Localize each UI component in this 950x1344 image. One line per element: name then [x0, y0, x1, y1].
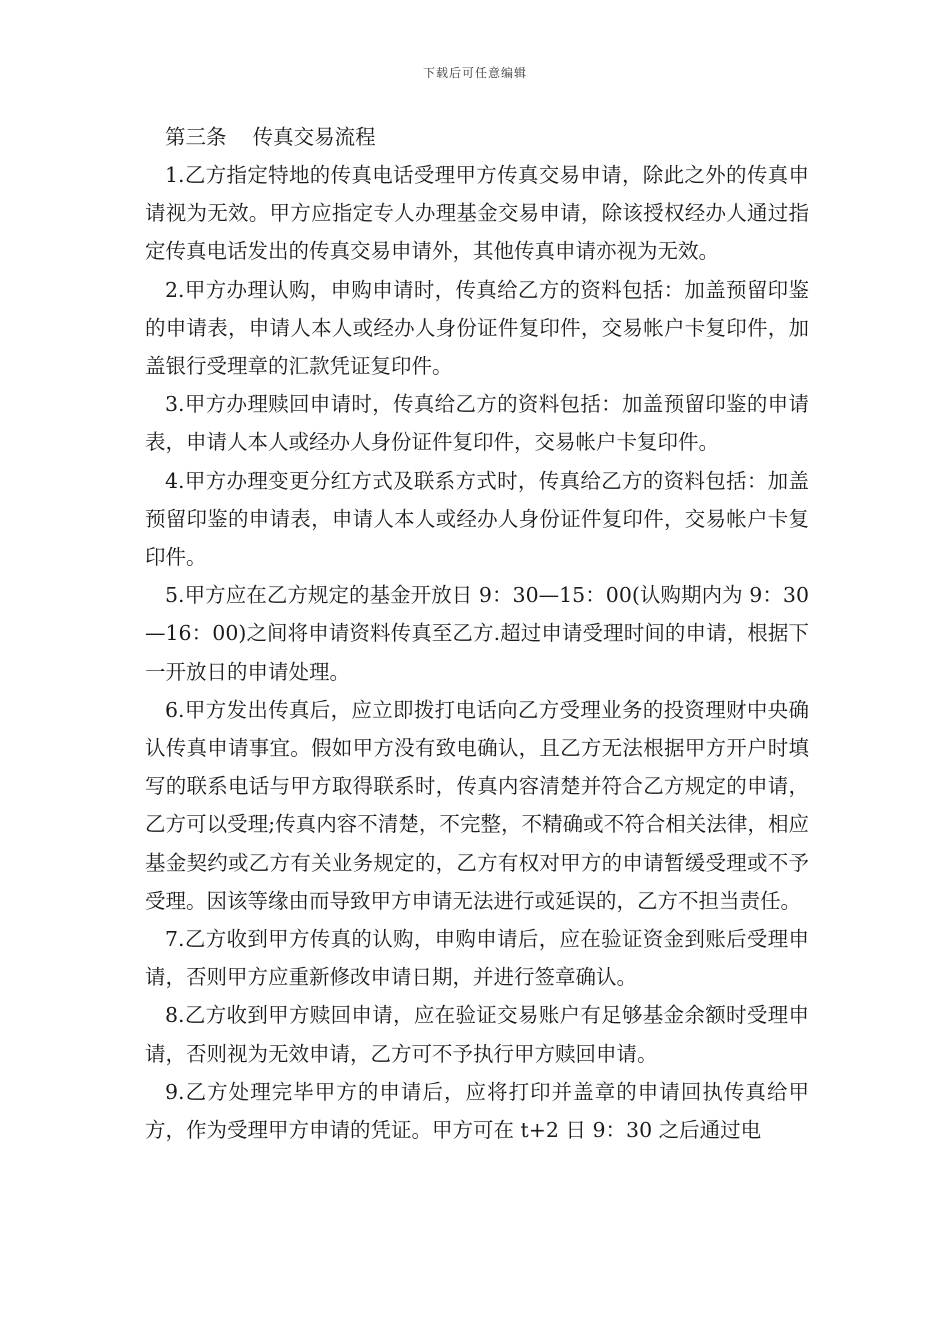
paragraph-1: 1.乙方指定特地的传真电话受理甲方传真交易申请，除此之外的传真申请视为无效。甲方应指定专人办理基金交易申请，除该授权经办人通过指定传真电话发出的传真交易申请外，其他传真申请亦视为无效。 — [145, 163, 809, 264]
paragraph-8: 8.乙方收到甲方赎回申请，应在验证交易账户有足够基金余额时受理申请，否则视为无效申请，乙方可不予执行甲方赎回申请。 — [145, 1003, 809, 1066]
paragraph-4: 4.甲方办理变更分红方式及联系方式时，传真给乙方的资料包括：加盖预留印鉴的申请表，申请人本人或经办人身份证件复印件，交易帐户卡复印件。 — [145, 468, 809, 570]
paragraph-6: 6.甲方发出传真后，应立即拨打电话向乙方受理业务的投资理财中央确认传真申请事宜。假如甲方没有致电确认，且乙方无法根据甲方开户时填写的联系电话与甲方取得联系时，传真内容清楚并符合乙方规定的申请，乙方可以受理;传真内容不清楚，不完整，不精确或不符合相关法律，相应基金契约或乙方有关业务规定的，乙方有权对甲方的申请暂缓受理或不予受理。因该等缘由而导致甲方申请无法进行或延误的，乙方不担当责任。 — [145, 697, 809, 913]
paragraph-9: 9.乙方处理完毕甲方的申请后，应将打印并盖章的申请回执传真给甲方，作为受理甲方申请的凭证。甲方可在 t+2 日 9：30 之后通过电 — [145, 1079, 809, 1143]
page-header: 下载后可任意编辑 — [422, 66, 527, 80]
paragraph-7: 7.乙方收到甲方传真的认购，申购申请后，应在验证资金到账后受理申请，否则甲方应重新修改申请日期，并进行签章确认。 — [145, 927, 809, 990]
paragraph-5: 5.甲方应在乙方规定的基金开放日 9：30—15：00(认购期内为 9：30—16：00)之间将申请资料传真至乙方.超过申请受理时间的申请，根据下一开放日的申请处理。 — [145, 583, 809, 684]
document-body — [145, 118, 809, 1149]
paragraph-3: 3.甲方办理赎回申请时，传真给乙方的资料包括：加盖预留印鉴的申请表，申请人本人或经办人身份证件复印件，交易帐户卡复印件。 — [145, 392, 809, 455]
section-title: 第三条 传真交易流程 — [165, 125, 376, 149]
paragraph-2: 2.甲方办理认购，申购申请时，传真给乙方的资料包括：加盖预留印鉴的申请表，申请人本人或经办人身份证件复印件，交易帐户卡复印件，加盖银行受理章的汇款凭证复印件。 — [145, 277, 809, 379]
